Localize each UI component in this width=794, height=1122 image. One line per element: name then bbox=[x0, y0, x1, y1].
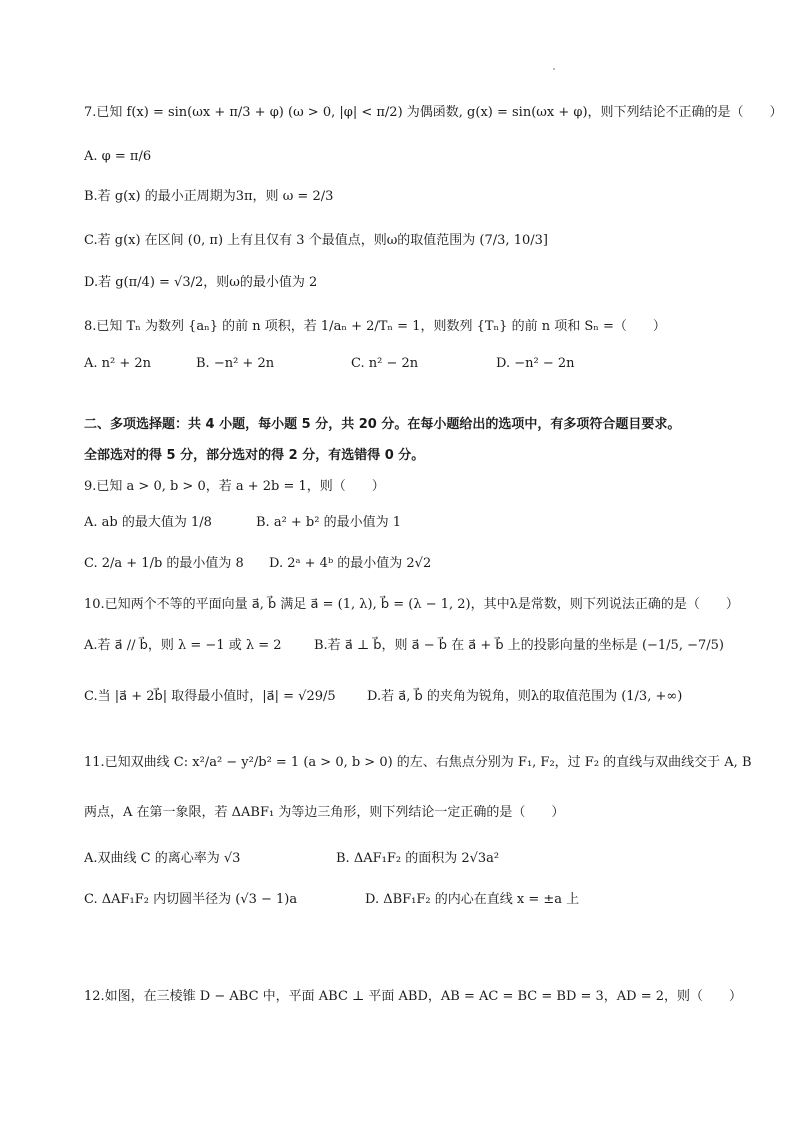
q9-stem: 9.已知 a > 0, b > 0，若 a + 2b = 1，则（ ） bbox=[84, 479, 385, 494]
q11-option-b: B. ΔAF₁F₂ 的面积为 2√3a² bbox=[336, 851, 500, 866]
q11-option-c: C. ΔAF₁F₂ 内切圆半径为 (√3 − 1)a bbox=[84, 892, 298, 907]
q8-stem: 8.已知 Tₙ 为数列 {aₙ} 的前 n 项积，若 1/aₙ + 2/Tₙ = 1，则数列 {Tₙ} 的前 n 项和 Sₙ =（ ） bbox=[84, 319, 666, 334]
q7-option-b: B.若 g(x) 的最小正周期为3π，则 ω = 2/3 bbox=[84, 189, 334, 204]
q11-stem-line2: 两点，A 在第一象限，若 ΔABF₁ 为等边三角形，则下列结论一定正确的是（ ） bbox=[84, 805, 565, 820]
q10-option-b: B.若 a⃗ ⊥ b⃗，则 a⃗ − b⃗ 在 a⃗ + b⃗ 上的投影向量的坐标是 (−1/5, −7/5) bbox=[314, 638, 724, 653]
q10-option-a: A.若 a⃗ // b⃗，则 λ = −1 或 λ = 2 bbox=[84, 638, 282, 653]
q10-option-d: D.若 a⃗, b⃗ 的夹角为锐角，则λ的取值范围为 (1/3, +∞) bbox=[367, 689, 683, 704]
q7-option-a: A. φ = π/6 bbox=[84, 149, 152, 164]
q8-option-c: C. n² − 2n bbox=[351, 356, 419, 371]
q7-option-c: C.若 g(x) 在区间 (0, π) 上有且仅有 3 个最值点，则ω的取值范围为 (7/3, 10/3] bbox=[84, 233, 548, 248]
q9-option-c: C. 2/a + 1/b 的最小值为 8 bbox=[84, 556, 244, 571]
q8-option-d: D. −n² − 2n bbox=[496, 356, 575, 371]
section2-heading-line1: 二、多项选择题：共 4 小题，每小题 5 分，共 20 分。在每小题给出的选项中，有多项符合题目要求。 bbox=[84, 417, 681, 432]
q7-option-d: D.若 g(π/4) = √3/2，则ω的最小值为 2 bbox=[84, 275, 318, 290]
q7-stem: 7.已知 f(x) = sin(ωx + π/3 + φ) (ω > 0, |φ| < π/2) 为偶函数, g(x) = sin(ωx + φ)，则下列结论不正确的是（ ） bbox=[84, 105, 783, 120]
q11-stem-line1: 11.已知双曲线 C: x²/a² − y²/b² = 1 (a > 0, b > 0) 的左、右焦点分别为 F₁, F₂，过 F₂ 的直线与双曲线交于 A, B bbox=[84, 755, 752, 770]
q8-option-b: B. −n² + 2n bbox=[196, 356, 275, 371]
section2-heading-line2: 全部选对的得 5 分，部分选对的得 2 分，有选错得 0 分。 bbox=[84, 448, 425, 463]
q10-stem: 10.已知两个不等的平面向量 a⃗, b⃗ 满足 a⃗ = (1, λ), b⃗ = (λ − 1, 2)，其中λ是常数，则下列说法正确的是（ ） bbox=[84, 597, 739, 612]
scan-mark bbox=[553, 68, 555, 70]
q9-option-d: D. 2ᵃ + 4ᵇ 的最小值为 2√2 bbox=[269, 556, 432, 571]
q9-option-a: A. ab 的最大值为 1/8 bbox=[84, 515, 212, 530]
q12-stem: 12.如图，在三棱锥 D − ABC 中，平面 ABC ⊥ 平面 ABD，AB = AC = BC = BD = 3，AD = 2，则（ ） bbox=[84, 989, 743, 1004]
q10-option-c: C.当 |a⃗ + 2b⃗| 取得最小值时，|a⃗| = √29/5 bbox=[84, 689, 336, 704]
q9-option-b: B. a² + b² 的最小值为 1 bbox=[256, 515, 402, 530]
q11-option-a: A.双曲线 C 的离心率为 √3 bbox=[84, 851, 241, 866]
q11-option-d: D. ΔBF₁F₂ 的内心在直线 x = ±a 上 bbox=[365, 892, 580, 907]
q8-option-a: A. n² + 2n bbox=[84, 356, 152, 371]
